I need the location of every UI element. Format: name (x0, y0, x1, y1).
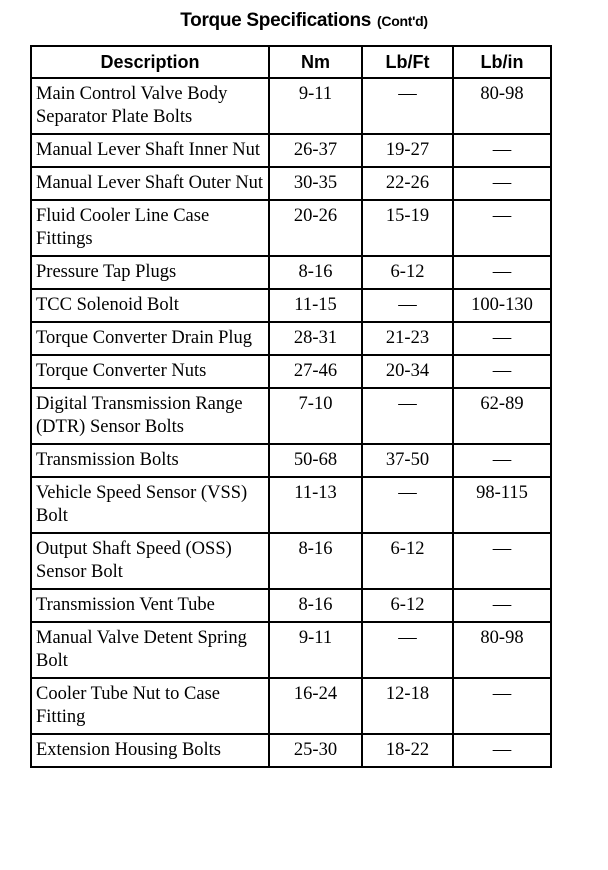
page-title (0, 10, 608, 32)
nm-cell: 50-68 (269, 444, 362, 477)
nm-cell: 8-16 (269, 589, 362, 622)
nm-cell: 26-37 (269, 134, 362, 167)
lbft-cell: 21-23 (362, 322, 453, 355)
title-sub: (Cont'd) (377, 13, 428, 29)
description-cell: Manual Lever Shaft Inner Nut (31, 134, 269, 167)
lbin-cell: — (453, 589, 551, 622)
lbft-cell: 22-26 (362, 167, 453, 200)
lbin-cell: 80-98 (453, 622, 551, 678)
lbft-cell: 37-50 (362, 444, 453, 477)
description-cell: Torque Converter Drain Plug (31, 322, 269, 355)
description-cell: Pressure Tap Plugs (31, 256, 269, 289)
lbft-cell: 19-27 (362, 134, 453, 167)
header-lbft: Lb/Ft (362, 46, 453, 78)
lbft-cell: 15-19 (362, 200, 453, 256)
lbin-cell: — (453, 678, 551, 734)
description-cell: Vehicle Speed Sensor (VSS) Bolt (31, 477, 269, 533)
table-row (31, 444, 551, 477)
lbft-cell: 6-12 (362, 256, 453, 289)
table-row (31, 355, 551, 388)
nm-cell: 9-11 (269, 78, 362, 134)
lbft-cell: 20-34 (362, 355, 453, 388)
lbft-cell: — (362, 78, 453, 134)
lbin-cell: — (453, 355, 551, 388)
lbft-cell: — (362, 388, 453, 444)
description-cell: Digital Transmission Range (DTR) Sensor Bolts (31, 388, 269, 444)
lbin-cell: 62-89 (453, 388, 551, 444)
lbft-cell: 6-12 (362, 533, 453, 589)
description-cell: Cooler Tube Nut to Case Fitting (31, 678, 269, 734)
lbin-cell: — (453, 444, 551, 477)
nm-cell: 11-15 (269, 289, 362, 322)
lbft-cell: 12-18 (362, 678, 453, 734)
lbin-cell: — (453, 533, 551, 589)
lbft-cell: — (362, 622, 453, 678)
nm-cell: 11-13 (269, 477, 362, 533)
description-cell: Torque Converter Nuts (31, 355, 269, 388)
table-row (31, 477, 551, 533)
nm-cell: 25-30 (269, 734, 362, 767)
table-row (31, 322, 551, 355)
lbin-cell: — (453, 167, 551, 200)
nm-cell: 8-16 (269, 256, 362, 289)
lbin-cell: 100-130 (453, 289, 551, 322)
nm-cell: 16-24 (269, 678, 362, 734)
nm-cell: 9-11 (269, 622, 362, 678)
nm-cell: 28-31 (269, 322, 362, 355)
lbin-cell: — (453, 134, 551, 167)
table-row (31, 589, 551, 622)
lbin-cell: 98-115 (453, 477, 551, 533)
description-cell: TCC Solenoid Bolt (31, 289, 269, 322)
description-cell: Transmission Vent Tube (31, 589, 269, 622)
lbin-cell: — (453, 200, 551, 256)
description-cell: Manual Valve Detent Spring Bolt (31, 622, 269, 678)
description-cell: Fluid Cooler Line Case Fittings (31, 200, 269, 256)
description-cell: Extension Housing Bolts (31, 734, 269, 767)
header-nm: Nm (269, 46, 362, 78)
description-cell: Manual Lever Shaft Outer Nut (31, 167, 269, 200)
torque-spec-table (30, 45, 552, 768)
table-row (31, 533, 551, 589)
nm-cell: 30-35 (269, 167, 362, 200)
lbft-cell: 18-22 (362, 734, 453, 767)
nm-cell: 7-10 (269, 388, 362, 444)
table-row (31, 734, 551, 767)
lbft-cell: — (362, 289, 453, 322)
header-lbin: Lb/in (453, 46, 551, 78)
table-row (31, 200, 551, 256)
nm-cell: 8-16 (269, 533, 362, 589)
header-row (31, 46, 551, 78)
table-row (31, 256, 551, 289)
table-row (31, 622, 551, 678)
table-row (31, 678, 551, 734)
lbin-cell: 80-98 (453, 78, 551, 134)
table-row (31, 134, 551, 167)
title-main: Torque Specifications (180, 10, 372, 31)
table-row (31, 289, 551, 322)
lbft-cell: — (362, 477, 453, 533)
table-row (31, 78, 551, 134)
lbin-cell: — (453, 322, 551, 355)
description-cell: Main Control Valve Body Separator Plate Bolts (31, 78, 269, 134)
table-row (31, 388, 551, 444)
table-row (31, 167, 551, 200)
lbin-cell: — (453, 256, 551, 289)
header-description: Description (31, 46, 269, 78)
lbft-cell: 6-12 (362, 589, 453, 622)
lbin-cell: — (453, 734, 551, 767)
nm-cell: 27-46 (269, 355, 362, 388)
description-cell: Output Shaft Speed (OSS) Sensor Bolt (31, 533, 269, 589)
description-cell: Transmission Bolts (31, 444, 269, 477)
nm-cell: 20-26 (269, 200, 362, 256)
